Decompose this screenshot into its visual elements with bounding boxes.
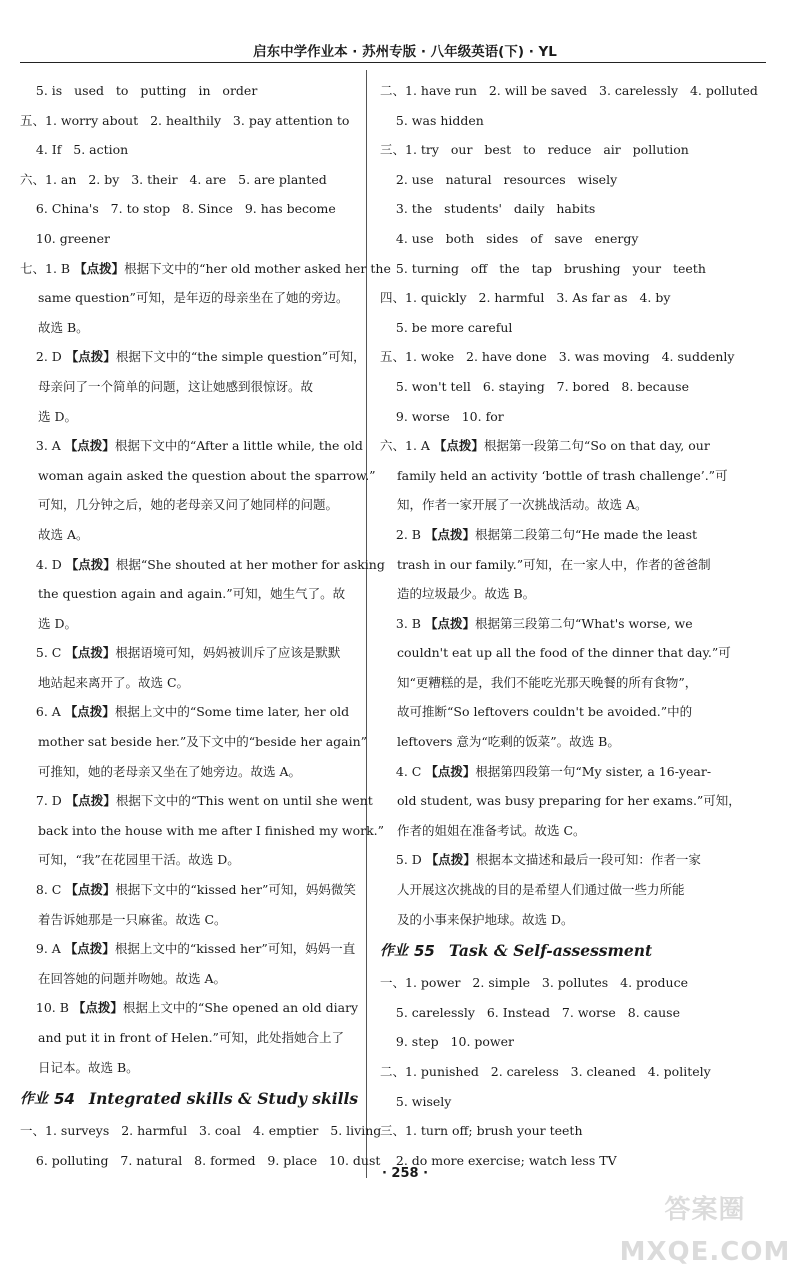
tip-marker: 【点拨】 (65, 349, 116, 365)
tip-marker: 【点拨】 (65, 882, 116, 898)
answer-line: 三、1. turn off; brush your teeth (380, 1123, 583, 1139)
answer-line: 5. was hidden (380, 112, 484, 128)
answer-line: 4. C 【点拨】根据第四段第一句“My sister, a 16-year- (380, 763, 712, 779)
answer-line: 母亲问了一个简单的问题，这让她感到很惊讶。故 (38, 378, 314, 394)
answer-line: 6. A 【点拨】根据上文中的“Some time later, her old (20, 704, 350, 720)
answer-line: 5. won't tell 6. staying 7. bored 8. because (380, 378, 689, 394)
page-number: · 258 · (381, 1166, 429, 1181)
answer-line: 知，作者一家开展了一次挑战活动。故选 A。 (397, 497, 648, 513)
tip-marker: 【点拨】 (64, 704, 115, 720)
tip-marker: 【点拨】 (74, 260, 125, 276)
section-title: Task & Self-assessment (448, 941, 653, 961)
answer-line: 二、1. punished 2. careless 3. cleaned 4. politely (380, 1064, 711, 1079)
answer-line: mother sat beside her.”及下文中的“beside her again” (38, 734, 368, 750)
column-divider (366, 70, 367, 1178)
answer-line: 4. If 5. action (20, 142, 129, 158)
tip-marker: 【点拨】 (424, 526, 475, 542)
answer-line: 六、1. an 2. by 3. their 4. are 5. are planted (20, 171, 327, 187)
tip-marker: 【点拨】 (425, 852, 476, 868)
section-label: 作业 (380, 943, 408, 960)
answer-line: 5. is used to putting in order (20, 83, 258, 98)
answer-line: the question again and again.”可知，她生气了。故 (38, 586, 346, 602)
answer-line: 日记本。故选 B。 (38, 1059, 139, 1075)
answer-line: 故选 A。 (38, 526, 89, 542)
answer-line: family held an activity ‘bottle of trash challenge’.”可 (397, 467, 728, 483)
answer-line: trash in our family.”可知，在一家人中，作者的爸爸制 (397, 556, 711, 572)
page-header: 启东中学作业本 · 苏州专版 · 八年级英语(下) · YL (253, 44, 557, 60)
answer-line: back into the house with me after I finished my work.” (38, 822, 385, 838)
left-column (20, 76, 391, 1175)
answer-line: 9. worse 10. for (380, 408, 504, 424)
answer-line: 3. B 【点拨】根据第三段第二句“What's worse, we (380, 615, 693, 631)
answer-line: 四、1. quickly 2. harmful 3. As far as 4. by (380, 290, 671, 306)
answer-line: 2. D 【点拨】根据下文中的“the simple question”可知， (20, 349, 366, 365)
tip-marker: 【点拨】 (424, 615, 475, 631)
answer-line: 9. step 10. power (380, 1034, 515, 1050)
tip-marker: 【点拨】 (65, 556, 116, 572)
watermark-line1: 答案圈 (664, 1195, 746, 1225)
answer-line: 2. use natural resources wisely (380, 171, 618, 187)
answer-line: 人开展这次挑战的目的是希望人们通过做一些力所能 (397, 882, 685, 898)
answer-line: 6. polluting 7. natural 8. formed 9. place 10. dust (20, 1152, 381, 1168)
answer-line: 6. China's 7. to stop 8. Since 9. has become (20, 201, 336, 217)
answer-line: 作者的姐姐在准备考试。故选 C。 (397, 822, 586, 838)
right-column (380, 76, 758, 1175)
answer-line: 五、1. woke 2. have done 3. was moving 4. suddenly (380, 349, 735, 365)
answer-line: 及的小事来保护地球。故选 D。 (397, 911, 574, 927)
answer-line: 地站起来离开了。故选 C。 (38, 674, 190, 690)
answer-line: 5. C 【点拨】根据语境可知，妈妈被训斥了应该是默默 (20, 645, 341, 661)
watermark-line2: MXQE.COM (619, 1237, 791, 1267)
answer-line: 在回答她的问题并吻她。故选 A。 (38, 970, 227, 986)
answer-line: 2. do more exercise; watch less TV (380, 1152, 617, 1168)
answer-line: woman again asked the question about the sparrow.” (38, 467, 376, 483)
answer-line: 知“更糟糕的是，我们不能吃光那天晚餐的所有食物”， (397, 674, 698, 690)
answer-line: 三、1. try our best to reduce air pollution (380, 142, 689, 158)
section-heading-55 (380, 934, 722, 968)
answer-line: 着告诉她那是一只麻雀。故选 C。 (38, 911, 227, 927)
right-answer-lines (380, 76, 758, 934)
answer-line: couldn't eat up all the food of the dinner that day.”可 (397, 645, 731, 661)
answer-line: 3. the students' daily habits (380, 201, 596, 217)
answer-line: 10. B 【点拨】根据上文中的“She opened an old diary (20, 1000, 359, 1016)
answer-line: 4. D 【点拨】根据“She shouted at her mother for asking (20, 556, 385, 572)
answer-line: 2. B 【点拨】根据第二段第二句“He made the least (380, 526, 698, 542)
answer-line: old student, was busy preparing for her exams.”可知， (397, 793, 741, 809)
tip-marker: 【点拨】 (65, 793, 116, 809)
answer-line: 选 D。 (38, 615, 77, 631)
answer-line: 8. C 【点拨】根据下文中的“kissed her”可知，妈妈微笑 (20, 882, 356, 898)
answer-line: 可推知，她的老母亲又坐在了她旁边。故选 A。 (38, 763, 302, 779)
section-heading-54 (20, 1082, 359, 1116)
answer-line: 造的垃圾最少。故选 B。 (397, 586, 536, 602)
answer-line: 故选 B。 (38, 319, 89, 335)
tip-marker: 【点拨】 (433, 438, 484, 454)
section-title: Integrated skills & Study skills (88, 1089, 359, 1109)
watermark-logo (610, 1178, 800, 1274)
answer-line: 可知，“我”在花园里干活。故选 D。 (38, 852, 240, 868)
section-number: 55 (414, 942, 435, 961)
answer-line: 选 D。 (38, 408, 77, 424)
header-rule (20, 62, 766, 63)
answer-line: 六、1. A 【点拨】根据第一段第二句“So on that day, our (380, 438, 710, 454)
answer-line: 可知，几分钟之后，她的老母亲又问了她同样的问题。 (38, 497, 339, 513)
answer-line: 3. A 【点拨】根据下文中的“After a little while, the old (20, 438, 363, 454)
answer-line: same question”可知，是年迈的母亲坐在了她的旁边。 (38, 290, 349, 306)
answer-line: and put it in front of Helen.”可知，此处指她合上了 (38, 1030, 344, 1045)
tip-marker: 【点拨】 (64, 941, 115, 957)
answer-line: 5. turning off the tap brushing your teeth (380, 260, 706, 276)
answer-line: leftovers 意为“吃剩的饭菜”。故选 B。 (397, 734, 620, 750)
section-number: 54 (54, 1090, 75, 1109)
answer-line: 9. A 【点拨】根据上文中的“kissed her”可知，妈妈一直 (20, 941, 356, 957)
answer-line: 故可推断“So leftovers couldn't be avoided.”中的 (397, 704, 693, 720)
right-tail-lines (380, 968, 722, 1175)
answer-line: 5. D 【点拨】根据本文描述和最后一段可知：作者一家 (380, 852, 701, 868)
answer-line: 4. use both sides of save energy (380, 230, 639, 246)
tip-marker: 【点拨】 (425, 763, 476, 779)
answer-line: 七、1. B 【点拨】根据下文中的“her old mother asked her the (20, 260, 391, 276)
answer-line: 10. greener (20, 230, 110, 246)
answer-line: 7. D 【点拨】根据下文中的“This went on until she went (20, 793, 373, 809)
answer-line: 五、1. worry about 2. healthily 3. pay attention to (20, 112, 350, 128)
answer-line: 5. carelessly 6. Instead 7. worse 8. cause (380, 1004, 680, 1020)
answer-line: 5. wisely (380, 1093, 452, 1109)
tip-marker: 【点拨】 (64, 438, 115, 454)
answer-line: 5. be more careful (380, 319, 513, 335)
answer-line: 二、1. have run 2. will be saved 3. carelessly 4. polluted (380, 83, 758, 98)
section-label: 作业 (20, 1091, 48, 1108)
left-answer-lines (20, 76, 391, 1082)
tip-marker: 【点拨】 (72, 1000, 123, 1016)
tip-marker: 【点拨】 (65, 645, 116, 661)
answer-line: 一、1. surveys 2. harmful 3. coal 4. emptier 5. living (20, 1123, 382, 1139)
answer-line: 一、1. power 2. simple 3. pollutes 4. produce (380, 975, 688, 991)
